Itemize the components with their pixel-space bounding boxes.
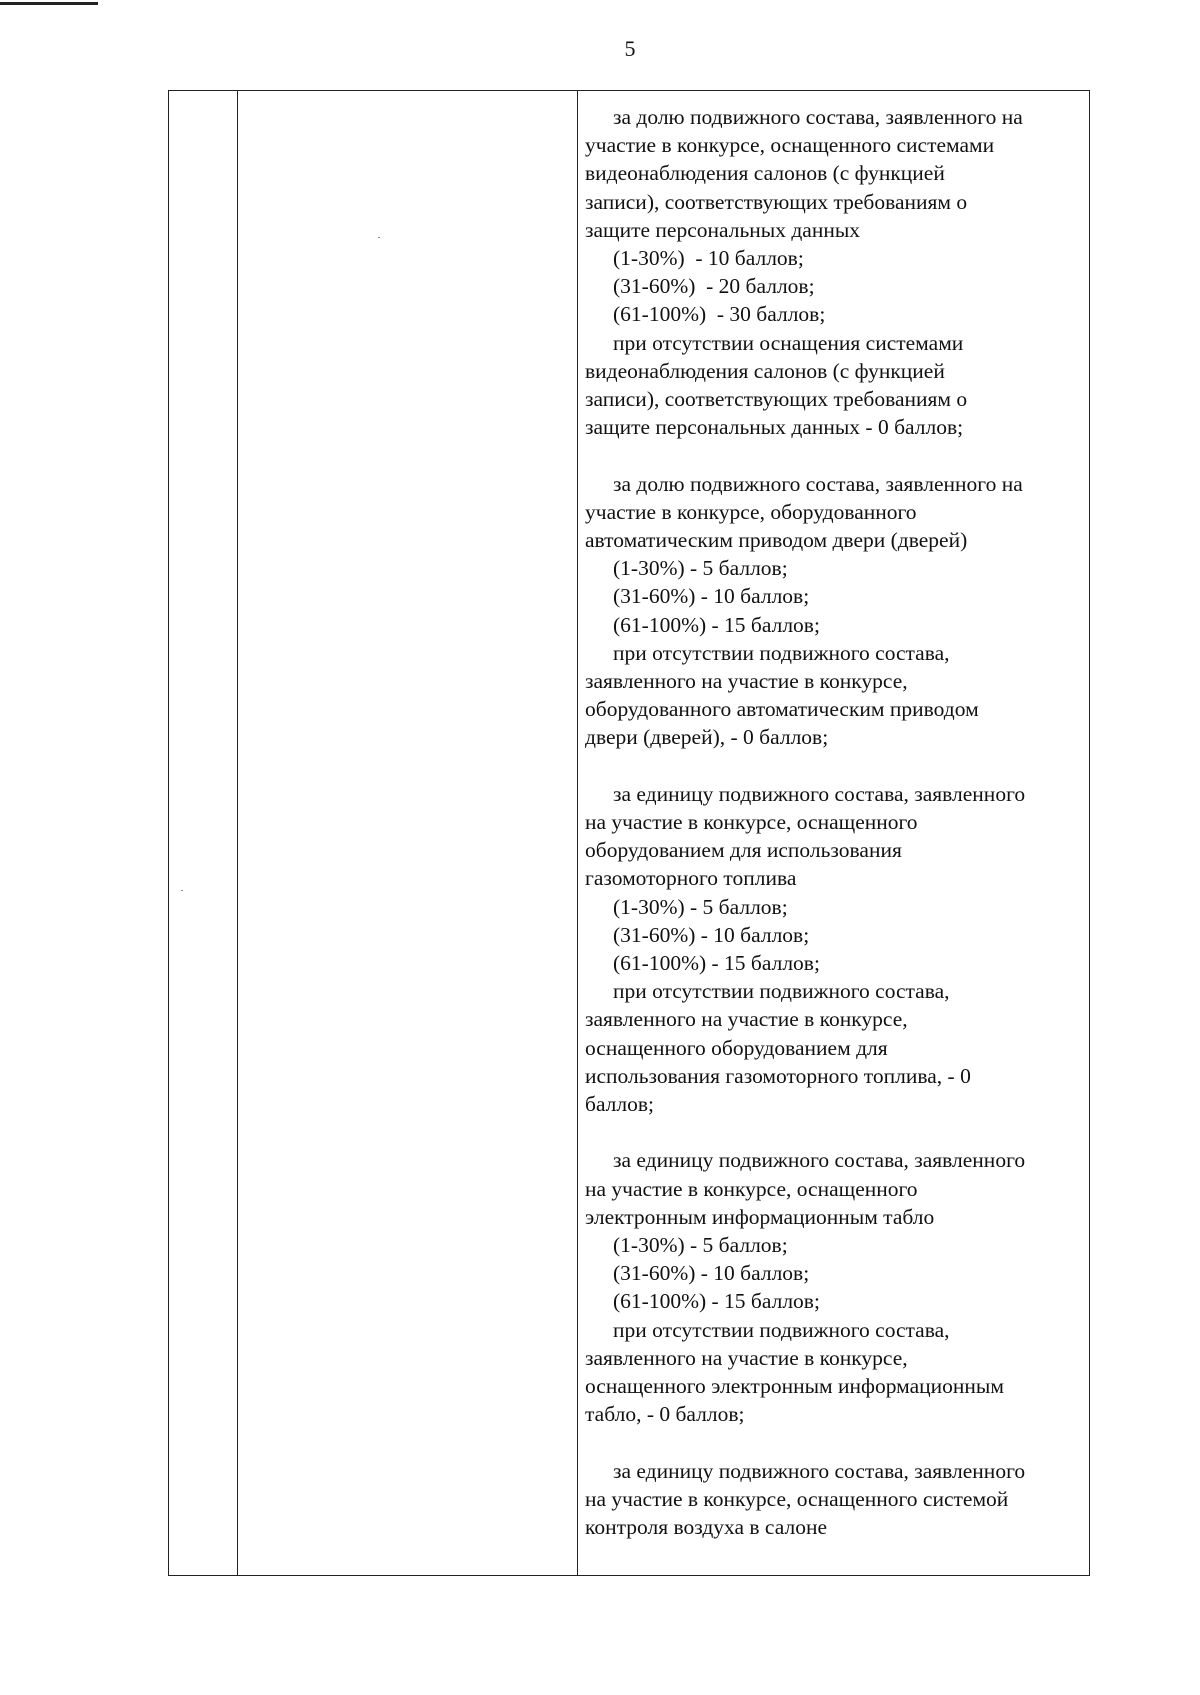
- absence-line: двери (дверей), - 0 баллов;: [585, 725, 829, 750]
- criterion-line: автоматическим приводом двери (дверей): [585, 528, 968, 553]
- absence-line: оснащенного оборудованием для: [585, 1035, 888, 1060]
- absence-line: заявленного на участие в конкурсе,: [585, 1345, 908, 1370]
- score-line: (1-30%) - 5 баллов;: [613, 556, 788, 581]
- criterion-line: контроля воздуха в салоне: [585, 1515, 828, 1540]
- score-line: (1-30%) - 5 баллов;: [613, 894, 788, 919]
- score-line: (31-60%) - 10 баллов;: [613, 584, 810, 609]
- criterion-line: газомоторного топлива: [585, 866, 797, 891]
- absence-line: оборудованного автоматическим приводом: [585, 697, 979, 722]
- criterion-line: защите персональных данных: [585, 217, 861, 242]
- page-number: 5: [624, 36, 636, 61]
- score-line: (61-100%) - 15 баллов;: [613, 612, 820, 637]
- absence-line: оснащенного электронным информационным: [585, 1374, 1004, 1399]
- criterion-line: на участие в конкурсе, оснащенного системой: [585, 1486, 1009, 1511]
- criterion-line: за единицу подвижного состава, заявленного: [613, 1458, 1026, 1483]
- criterion-line: за единицу подвижного состава, заявленного: [613, 781, 1026, 806]
- absence-line: защите персональных данных - 0 баллов;: [585, 415, 964, 440]
- score-line: (1-30%) - 5 баллов;: [613, 1233, 788, 1258]
- absence-line: заявленного на участие в конкурсе,: [585, 1007, 908, 1032]
- criterion-line: на участие в конкурсе, оснащенного: [585, 810, 918, 835]
- score-line: (31-60%) - 10 баллов;: [613, 922, 810, 947]
- criterion-line: электронным информационным табло: [585, 1204, 935, 1229]
- column-divider-1: [237, 91, 238, 1575]
- score-line: (61-100%) - 15 баллов;: [613, 951, 820, 976]
- criterion-line: участие в конкурсе, оборудованного: [585, 499, 917, 524]
- criteria-cell-text: [585, 103, 1085, 1541]
- column-divider-2: [577, 91, 578, 1575]
- absence-line: записи), соответствующих требованиям о: [585, 387, 968, 412]
- criterion-line: за долю подвижного состава, заявленного на: [613, 471, 1023, 496]
- scan-speck: [181, 890, 183, 891]
- paragraph-gap: [585, 1118, 1085, 1146]
- criterion-line: оборудованием для использования: [585, 838, 902, 863]
- absence-line: при отсутствии оснащения системами: [613, 330, 964, 355]
- absence-line: баллов;: [585, 1092, 655, 1117]
- criteria-table: [168, 90, 1090, 1576]
- criterion-line: за долю подвижного состава, заявленного на: [613, 105, 1023, 129]
- absence-line: использования газомоторного топлива, - 0: [585, 1063, 971, 1088]
- criterion-line: на участие в конкурсе, оснащенного: [585, 1176, 918, 1201]
- absence-line: заявленного на участие в конкурсе,: [585, 669, 908, 694]
- criterion-line: за единицу подвижного состава, заявленного: [613, 1148, 1026, 1173]
- absence-line: при отсутствии подвижного состава,: [613, 640, 950, 665]
- absence-line: при отсутствии подвижного состава,: [613, 1317, 950, 1342]
- absence-line: при отсутствии подвижного состава,: [613, 979, 950, 1004]
- score-line: (31-60%) - 20 баллов;: [613, 274, 815, 299]
- paragraph-gap: [585, 1429, 1085, 1457]
- paragraph-gap: [585, 752, 1085, 780]
- absence-line: табло, - 0 баллов;: [585, 1402, 745, 1427]
- scan-speck: [378, 237, 380, 238]
- criterion-line: записи), соответствующих требованиям о: [585, 189, 968, 214]
- criterion-line: участие в конкурсе, оснащенного системами: [585, 133, 995, 158]
- score-line: (31-60%) - 10 баллов;: [613, 1261, 810, 1286]
- paragraph-gap: [585, 441, 1085, 469]
- score-line: (1-30%) - 10 баллов;: [613, 246, 804, 271]
- absence-line: видеонаблюдения салонов (с функцией: [585, 358, 945, 383]
- score-line: (61-100%) - 15 баллов;: [613, 1289, 820, 1314]
- score-line: (61-100%) - 30 баллов;: [613, 302, 826, 327]
- criterion-line: видеонаблюдения салонов (с функцией: [585, 161, 945, 186]
- corner-scan-mark: [0, 2, 98, 5]
